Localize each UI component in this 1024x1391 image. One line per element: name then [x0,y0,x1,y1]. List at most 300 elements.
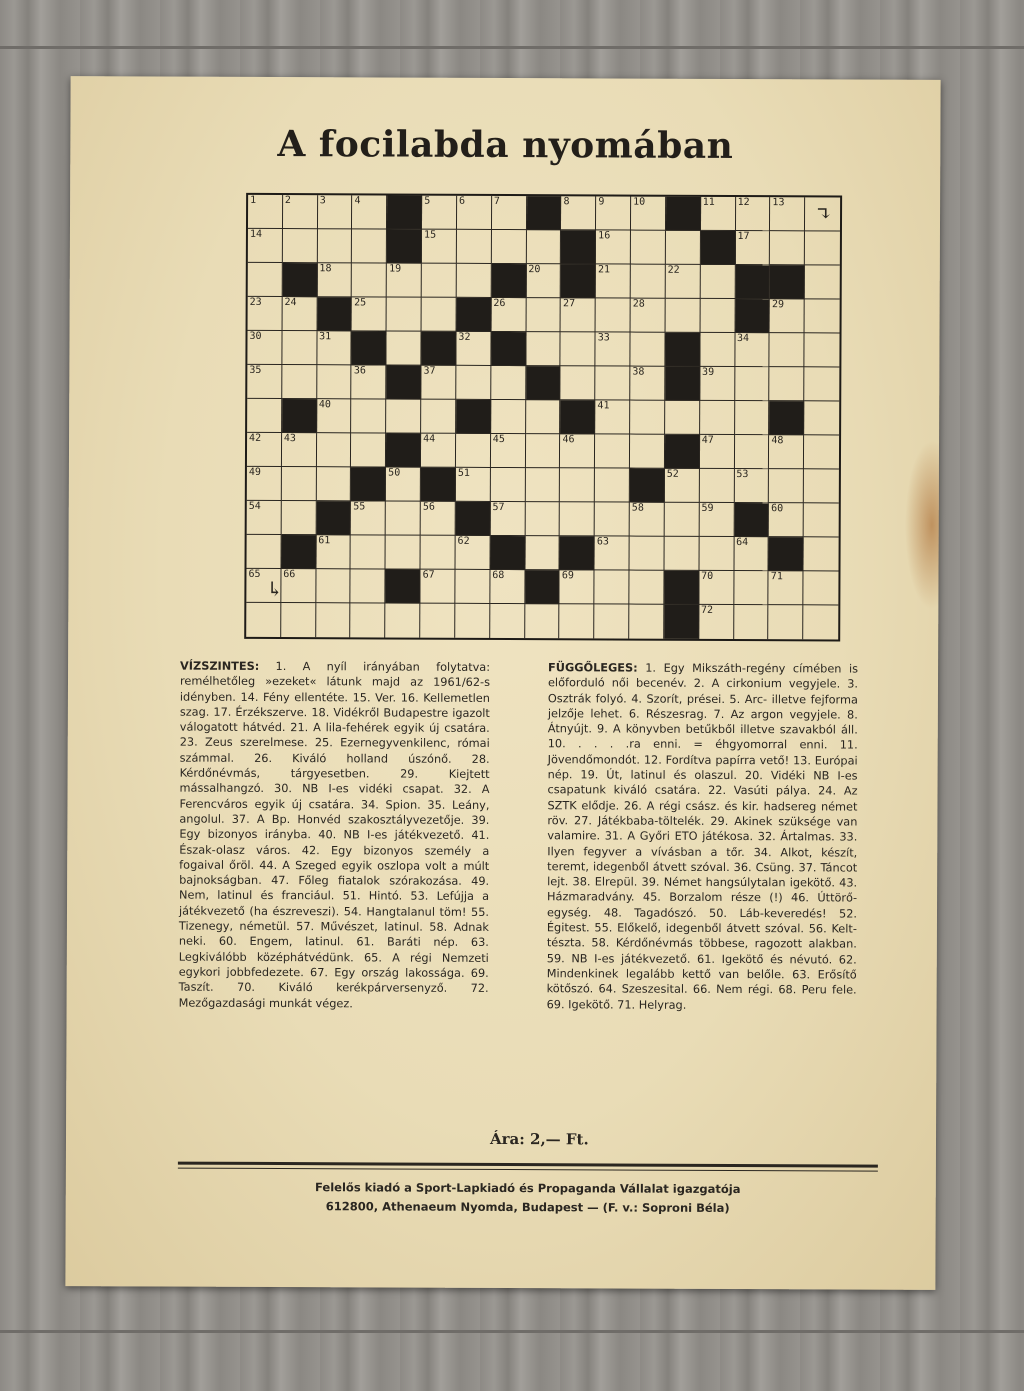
clue-number: 54 [248,500,261,512]
white-square [421,366,456,400]
white-square [351,603,386,637]
white-square [803,605,838,639]
white-square [246,535,281,569]
white-square [699,605,734,639]
white-square [526,264,561,298]
down-arrow-icon: ↴ [815,201,833,226]
white-square [700,401,735,435]
white-square [561,366,596,400]
white-square [770,367,805,401]
white-square [804,537,839,571]
white-square [247,467,282,501]
imprint-printer: 612800, Athenaeum Nyomda, Budapest — (F. v.: Soproni Béla) [325,1199,730,1215]
white-square [316,467,351,501]
clue-number: 72 [700,604,714,616]
white-square [281,569,316,603]
white-square [596,264,631,298]
clue-number: 47 [701,434,714,446]
white-square [422,264,457,298]
white-square [525,468,560,502]
white-square [246,603,281,637]
white-square [456,434,491,468]
black-square [317,297,352,331]
white-square [560,570,595,604]
black-square [735,299,770,333]
black-square [701,231,736,265]
white-square [734,537,769,571]
white-square [526,230,561,264]
white-square [492,196,527,230]
white-square [596,298,631,332]
clue-number: 15 [424,229,437,241]
white-square [700,299,735,333]
white-square [631,197,666,231]
white-square [630,537,665,571]
black-square [490,536,525,570]
white-square [595,536,630,570]
black-square [664,605,699,639]
white-square [560,502,595,536]
across-clues [179,659,491,1012]
clue-number: 14 [249,228,263,240]
black-square [665,435,700,469]
white-square [666,231,701,265]
white-square [805,265,840,299]
white-square [699,537,734,571]
black-square [456,502,491,536]
white-square [699,469,734,503]
clue-number: 68 [492,569,505,582]
black-square [282,399,317,433]
white-square [804,435,839,469]
white-square [456,332,491,366]
white-square [665,299,700,333]
white-square [596,196,631,230]
white-square [351,535,386,569]
white-square [735,367,770,401]
white-square [665,503,700,537]
clue-number: 55 [353,501,366,513]
white-square [735,197,770,231]
black-square [386,569,421,603]
black-square [526,366,561,400]
black-square [352,331,387,365]
clue-number: 28 [632,298,645,310]
white-square [317,433,352,467]
white-square [735,231,770,265]
white-square [769,435,804,469]
white-square [630,435,665,469]
black-square [734,503,769,537]
white-square [629,571,664,605]
down-heading: FÜGGŐLEGES: [548,661,638,675]
white-square [282,433,317,467]
white-square [805,231,840,265]
white-square [700,367,735,401]
white-square [351,569,386,603]
price-label: Ára: 2,— Ft. [489,1129,589,1149]
clue-number: 13 [772,197,785,209]
clue-number: 9 [598,196,605,208]
white-square [247,365,282,399]
white-square [387,263,422,297]
white-square [665,401,700,435]
black-square [561,264,596,298]
white-square [317,229,352,263]
white-square [525,536,560,570]
black-square [281,535,316,569]
white-square [770,299,805,333]
white-square [386,399,421,433]
clue-number: 42 [249,432,262,444]
white-square [629,605,664,639]
clue-number: 5 [424,195,431,207]
black-square [316,501,351,535]
white-square [595,400,630,434]
white-square [699,571,734,605]
white-square [248,297,283,331]
clue-number: 67 [422,569,435,581]
down-text: 1. Egy Mikszáth-regény címében is előforduló női becenév. 2. A cirkonium vegyjele. 3. Osztrák folyó. 4. Szorít, prései. 5. Arc- illetve fejforma jelzője lehet. 6. Részesrag. 7. Az argon vegyjele. 8. Átnyújt. 9. A könyvben betűkből illetve szavakból áll. 10. . . . .ra enni. = éhgyomorral enni. 11. Jövendőmondót. 12. Fordítva papírra vető! 13. Európai nép. 19. Út, latinul és olaszul. 20. Vidéki NB I-es csapatunk kiváló csatára. 22. Vasúti pálya. 24. Az SZTK elődje. 26. A régi csász. és kir. hadsereg német röv. 27. Játékbaba-töltelék. 29. Akinek szüksége van valamire. 31. A Győri ETO játékosa. 32. Ártalmas. 33. Ilyen fegyver a vívásban a tőr. 34. Alkot, készít, teremt, idegenből átvett szóval. 36. Csüng. 37. Táncot lejt. 38. Elrepül. 39. Német hangsúlytalan igekötő. 43. Házmaradvány. 45. Borzalom része (!) 46. Úttörő-egység. 48. Tagadószó. 50. Láb-keveredés! 52. Égitest. 55. Előkelő, idegenből átvett szóval. 56. Kelt-tészta. 58. Kérdőnévmás többese, ragozott alakban. 59. NB I-es játékvezető. 61. Igekötő és névutó. 62. Mindenkinek legalább kettő van belőle. 63. Erősítő kötőszó. 64. Szeszesital. 66. Nem régi. 68. Peru fele. 69. Igekötő. 71. Helyrag. [546,661,859,1012]
rust-stain [904,440,939,610]
clue-number: 27 [563,298,576,310]
white-square [492,230,527,264]
white-square [526,400,561,434]
white-square [283,229,318,263]
black-square [351,467,386,501]
white-square [281,603,316,637]
white-square [352,365,387,399]
white-square [490,502,525,536]
clue-number: 19 [389,263,402,275]
clue-number: 62 [457,535,470,547]
clue-number: 46 [562,434,575,446]
white-square [631,299,666,333]
clue-number: 43 [283,433,296,445]
clue-number: 71 [770,571,783,583]
across-heading: VÍZSZINTES: [180,659,260,673]
white-square [700,333,735,367]
white-square [770,333,805,367]
black-square [770,265,805,299]
white-square [595,502,630,536]
white-square [734,469,769,503]
white-square [630,333,665,367]
clue-number: 49 [248,466,261,478]
black-square [769,537,804,571]
white-square [735,401,770,435]
white-square [385,603,420,637]
clue-number: 26 [493,297,506,310]
white-square [525,502,560,536]
white-square [560,468,595,502]
black-square [665,333,700,367]
black-square [456,298,491,332]
white-square [456,366,491,400]
white-square [457,264,492,298]
white-square [804,469,839,503]
black-square [421,468,456,502]
white-square [316,569,351,603]
white-square [421,434,456,468]
black-square [282,263,317,297]
white-square [248,229,283,263]
white-square [805,333,840,367]
white-square [561,298,596,332]
white-square [594,604,629,638]
white-square [734,605,769,639]
clue-number: 56 [422,501,435,513]
white-square [595,366,630,400]
white-square [457,196,492,230]
white-square [595,570,630,604]
clue-number: 20 [528,264,541,276]
clue-number: 17 [737,231,750,243]
clue-number: 34 [736,333,750,345]
clue-number: 10 [633,196,646,208]
clue-number: 3 [319,195,326,207]
clue-number: 2 [284,195,291,207]
white-square [631,231,666,265]
magazine-page [65,76,940,1290]
black-square [665,367,700,401]
white-square [665,469,700,503]
white-square [630,401,665,435]
clue-number: 58 [631,502,644,514]
white-square [317,399,352,433]
white-square [734,571,769,605]
clue-number: 44 [423,433,436,445]
white-square [317,365,352,399]
clue-number: 22 [667,264,680,276]
white-square [421,400,456,434]
white-square [420,570,455,604]
white-square [526,434,561,468]
black-square [491,332,526,366]
page-title: A focilabda nyomában [277,123,734,167]
white-square [247,331,282,365]
white-square [246,568,284,603]
white-square [386,467,421,501]
white-square [735,333,770,367]
white-square [317,331,352,365]
white-square [351,501,386,535]
white-square [596,230,631,264]
black-square [525,570,560,604]
white-square [352,399,387,433]
black-square [666,197,701,231]
white-square [317,263,352,297]
white-square [386,535,421,569]
white-square [247,399,282,433]
white-square [699,503,734,537]
white-square [386,501,421,535]
clue-number: 16 [598,230,611,242]
clue-number: 61 [318,535,331,547]
white-square [421,536,456,570]
white-square [666,265,701,299]
white-square [526,332,561,366]
clue-number: 23 [249,296,262,308]
white-square [804,401,839,435]
clue-number: 18 [319,263,332,275]
white-square [805,299,840,333]
white-square [560,434,595,468]
white-square [804,503,839,537]
white-square [560,604,595,638]
white-square [561,196,596,230]
white-square [491,468,526,502]
clue-number: 36 [353,365,366,377]
clue-number: 60 [771,503,784,515]
clue-number: 57 [492,501,505,514]
white-square [701,197,736,231]
white-square [420,604,455,638]
white-square [700,265,735,299]
white-square [351,433,386,467]
black-square [387,365,422,399]
clue-number: 33 [597,332,610,344]
white-square [491,434,526,468]
clue-number: 30 [249,330,262,342]
black-square [561,230,596,264]
white-square [455,604,490,638]
clue-number: 32 [458,331,471,343]
white-square [561,332,596,366]
white-square [387,297,422,331]
clue-number: 37 [423,365,436,377]
white-square [804,367,839,401]
white-square [769,605,804,639]
right-arrow-icon: ↳ [266,576,284,602]
imprint-publisher: Felelős kiadó a Sport-Lapkiadó és Propaganda Vállalat igazgatója [315,1180,741,1197]
white-square [422,196,457,230]
clue-number: 6 [459,195,466,207]
white-square [387,331,422,365]
black-square [769,401,804,435]
down-clues [547,660,859,1013]
clue-number: 52 [666,468,679,480]
white-square [631,265,666,299]
white-square [247,501,282,535]
clue-number: 12 [737,197,750,209]
clue-number: 70 [701,570,714,582]
clue-number: 29 [771,299,785,311]
clue-number: 40 [318,399,331,411]
white-square [282,467,317,501]
white-square [316,603,351,637]
clue-number: 25 [354,297,367,309]
white-square [455,536,490,570]
white-square [490,570,525,604]
white-square [248,195,283,229]
white-square [457,230,492,264]
white-square [281,501,316,535]
black-square [560,536,595,570]
white-square [422,298,457,332]
black-square [664,571,699,605]
across-text: 1. A nyíl irányában folytatva: remélhetőleg »ezeket« látunk majd az 1961/62-s idényben. 14. Fény ellentéte. 15. Ver. 16. Kellemetlen szag. 17. Érzékszerve. 18. Vidékről Budapestre igazolt válogatott hátvéd. 21. A lila-fehérek egyik új csatára. 23. Zeus szerelmese. 25. Ezernegyvenkilenc, római számmal. 26. Kiváló holland úszónő. 28. Kérdőnévmás, tárgyesetben. 29. Kiejtett mássalhangzó. 30. NB I-es vidéki csapat. 32. A Ferencváros egyik új csatára. 34. Spion. 35. Leány, angolul. 37. A Bp. Honvéd szakosztályvezetője. 39. Egy bizonyos irányba. 40. NB I-es játékvezető. 41. Észak-olasz város. 42. Egy bizonyos személy a fogaival őröl. 44. A Szeged egyik oszlopa volt a múlt bajnokságban. 47. Főleg fiatalok szórakozása. 49. Nem, latinul és franciául. 51. Hintó. 53. Lefújja a játékvezető (ha észreveszi). 54. Hangtalanul töm! 55. Tizenegy, németül. 57. Művészet, latinul. 58. Adnak neki. 60. Engem, latinul. 61. Baráti nép. 63. Legkiválóbb középhátvédünk. 65. A régi Nemzeti egykori jobbfedezete. 67. Egy ország lakossága. 69. Taszít. 70. Kiváló kerékpárversenyző. 72. Mezőgazdasági munkát végez. [178,659,491,1010]
clue-number: 69 [561,570,574,582]
white-square [804,571,839,605]
clue-number: 11 [702,196,715,208]
white-square [595,468,630,502]
clue-number: 45 [492,433,505,446]
clue-number: 53 [736,469,749,481]
white-square [769,571,804,605]
white-square [491,366,526,400]
black-square [456,400,491,434]
white-square [282,297,317,331]
white-square [490,604,525,638]
black-square [386,433,421,467]
clue-number: 63 [596,536,609,548]
clue-number: 39 [702,366,715,378]
white-square [352,195,387,229]
clue-number: 35 [249,364,262,376]
white-square [630,367,665,401]
divider-thick [178,1162,878,1168]
white-square [525,604,560,638]
white-square [491,298,526,332]
white-square [630,503,665,537]
clue-number: 8 [563,196,570,208]
white-square [455,570,490,604]
white-square [283,195,318,229]
black-square [421,332,456,366]
white-square [422,230,457,264]
white-square [352,297,387,331]
white-square [316,535,351,569]
white-square [248,263,283,297]
black-square [491,264,526,298]
clue-number: 38 [632,366,645,378]
white-square [596,332,631,366]
white-square [352,229,387,263]
white-square [769,469,804,503]
white-square [700,435,735,469]
crossword-grid [244,193,842,642]
clue-number: 4 [354,195,361,207]
clue-number: 66 [283,569,296,581]
black-square [387,195,422,229]
white-square [282,331,317,365]
white-square [491,400,526,434]
black-square [527,196,562,230]
clue-number: 64 [736,537,749,549]
divider-thin [178,1168,878,1172]
clue-number: 24 [284,297,297,309]
clue-number: 41 [597,400,610,412]
black-square [735,265,770,299]
black-square [560,400,595,434]
white-square [247,433,282,467]
white-square [805,197,840,231]
white-square [421,502,456,536]
white-square [282,365,317,399]
clue-number: 48 [771,435,784,447]
clue-number: 59 [701,502,714,514]
white-square [770,231,805,265]
white-square [352,263,387,297]
white-square [664,537,699,571]
black-square [387,229,422,263]
clue-number: 50 [388,467,401,479]
white-square [770,197,805,231]
clue-number: 31 [319,331,332,343]
clue-number: 65 [248,568,261,580]
white-square [595,434,630,468]
